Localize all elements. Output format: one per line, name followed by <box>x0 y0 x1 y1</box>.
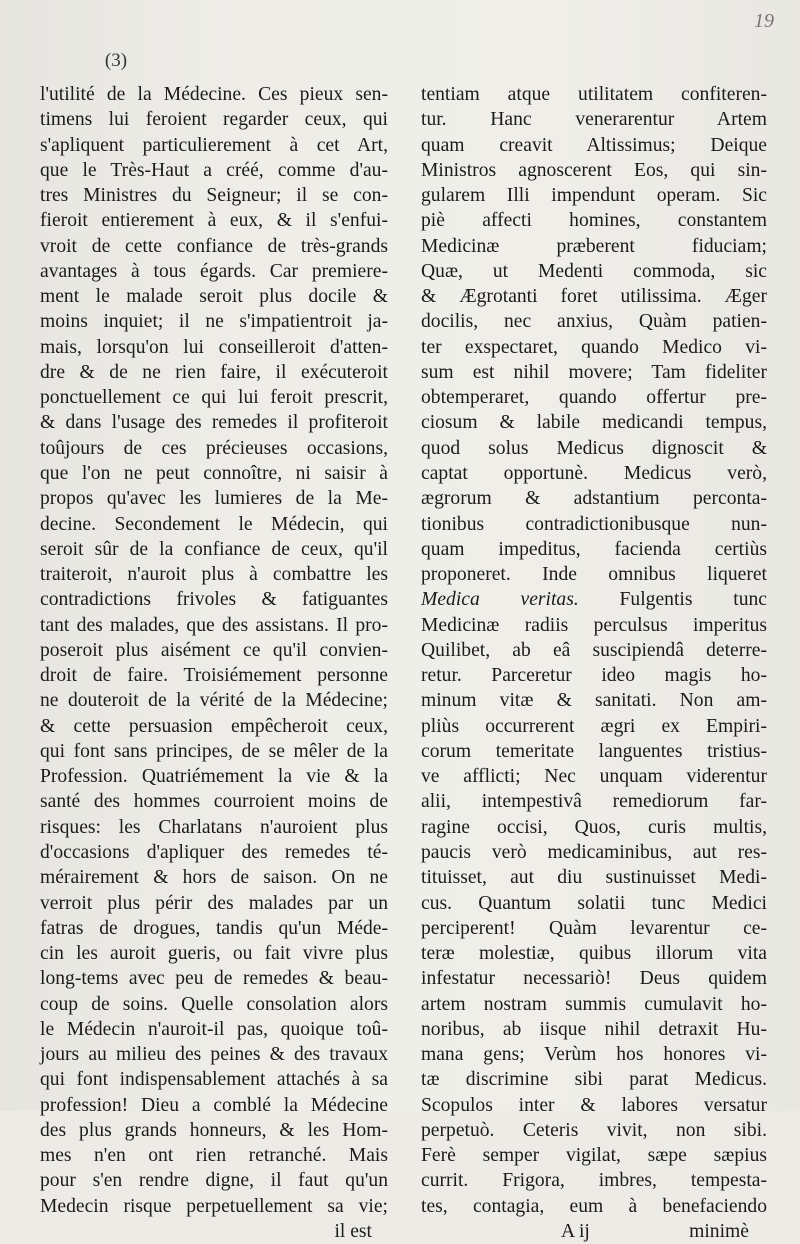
french-text-column <box>40 82 388 1244</box>
latin-line: teræ molestiæ, quibus illorum vita <box>421 943 767 965</box>
latin-line: piè affecti homines, constantem <box>421 210 767 232</box>
latin-line: mana gens; Verùm hos honores vi- <box>421 1044 767 1066</box>
french-line: vroit de cette confiance de très-grands <box>40 235 388 257</box>
latin-line: gularem Illi impendunt operam. Sic <box>421 185 767 207</box>
catchword: il est <box>334 1220 372 1242</box>
signature-mark: A ij <box>561 1220 590 1242</box>
french-line: mérairement & hors de saison. On ne <box>40 867 388 889</box>
french-line: fatras de drogues, tandis qu'un Méde- <box>40 917 388 939</box>
french-line: seroit sûr de la confiance de ceux, qu'il <box>40 538 388 560</box>
latin-line: docilis, nec anxius, Quàm patien- <box>421 311 767 333</box>
latin-line: cus. Quantum solatii tunc Medici <box>421 892 767 914</box>
french-line: decine. Secondement le Médecin, qui <box>40 513 388 535</box>
latin-line: perciperent! Quàm levarentur ce- <box>421 917 767 939</box>
french-line: tant des malades, que des assistans. Il pro- <box>40 614 388 636</box>
latin-line: tionibus contradictionibusque nun- <box>421 513 767 535</box>
latin-line: Scopulos inter & labores versatur <box>421 1094 767 1116</box>
latin-line: pliùs occurrerent ægri ex Empiri- <box>421 715 767 737</box>
latin-line: Medicinæ radiis perculsus imperitus <box>421 614 767 636</box>
french-line: toûjours de ces précieuses occasions, <box>40 437 388 459</box>
latin-line: tur. Hanc venerarentur Artem <box>421 109 767 131</box>
french-line: Profession. Quatriémement la vie & la <box>40 766 388 788</box>
french-line: jours au milieu des peines & des travaux <box>40 1044 388 1066</box>
latin-line: quam impeditus, facienda certiùs <box>421 538 767 560</box>
french-line: verroit plus périr des malades par un <box>40 892 388 914</box>
french-line: profession! Dieu a comblé la Médecine <box>40 1094 388 1116</box>
latin-line: & Ægrotanti foret utilissima. Æger <box>421 286 767 308</box>
french-line: traiteroit, n'auroit plus à combattre les <box>40 564 388 586</box>
french-line: ment le malade seroit plus docile & <box>40 286 388 308</box>
latin-line: Medicinæ præberent fiduciam; <box>421 235 767 257</box>
french-line: ne douteroit de la vérité de la Médecine; <box>40 690 388 712</box>
french-line: & dans l'usage des remedes il profiteroit <box>40 412 388 434</box>
french-line: dre & de ne rien faire, il exécuteroit <box>40 361 388 383</box>
latin-line: tituisset, aut diu sustinuisset Medi- <box>421 867 767 889</box>
french-line: timens lui feroient regarder ceux, qui <box>40 109 388 131</box>
latin-line: ciosum & labile medicandi tempus, <box>421 412 767 434</box>
latin-line: minum vitæ & sanitati. Non am- <box>421 690 767 712</box>
latin-line: quam creavit Altissimus; Deique <box>421 134 767 156</box>
latin-line: Quæ, ut Medenti commoda, sic <box>421 260 767 282</box>
french-line: qui font sans principes, de se mêler de la <box>40 740 388 762</box>
latin-line: proponeret. Inde omnibus liqueret <box>421 564 767 586</box>
french-line: que l'on ne peut connoître, ni saisir à <box>40 462 388 484</box>
latin-text-column <box>421 82 767 1244</box>
french-line: pour s'en rendre digne, il faut qu'un <box>40 1170 388 1192</box>
latin-line: currit. Frigora, imbres, tempesta- <box>421 1170 767 1192</box>
latin-line: tæ discrimine sibi parat Medicus. <box>421 1069 767 1091</box>
latin-line: retur. Parceretur ideo magis ho- <box>421 665 767 687</box>
latin-line: perpetuò. Ceteris vivit, non sibi. <box>421 1119 767 1141</box>
latin-line: ve afflicti; Nec unquam viderentur <box>421 766 767 788</box>
latin-line: tes, contagia, eum à benefaciendo <box>421 1195 767 1217</box>
french-line: mes n'en ont rien retranché. Mais <box>40 1145 388 1167</box>
french-line: le Médecin n'auroit-il pas, quoique toû- <box>40 1018 388 1040</box>
latin-line: sum est nihil movere; Tam fideliter <box>421 361 767 383</box>
french-line: poseroit plus aisément ce qu'il convien- <box>40 639 388 661</box>
latin-line: infestatur necessariò! Deus quidem <box>421 968 767 990</box>
french-line: qui font indispensablement attachés à sa <box>40 1069 388 1091</box>
french-line: mais, lorsqu'on lui conseilleroit d'atten- <box>40 336 388 358</box>
french-line: l'utilité de la Médecine. Ces pieux sen- <box>40 84 388 105</box>
french-line: ponctuellement ce qui lui feroit prescrit, <box>40 387 388 409</box>
page-number: (3) <box>104 50 128 71</box>
french-line: cin les auroit gueris, ou fait vivre plus <box>40 943 388 965</box>
latin-line: Ministros agnoscerent Eos, qui sin- <box>421 159 767 181</box>
french-line: fieroit entierement à eux, & il s'enfui- <box>40 210 388 232</box>
latin-line: Medica veritas. Fulgentis tunc <box>421 589 767 611</box>
latin-line: noribus, ab iisque nihil detraxit Hu- <box>421 1018 767 1040</box>
latin-line: ragine occisi, Quos, curis multis, <box>421 816 767 838</box>
french-line: s'apliquent particulierement à cet Art, <box>40 134 388 156</box>
latin-line: tentiam atque utilitatem confiteren- <box>421 84 767 105</box>
french-line: d'occasions d'apliquer des remedes té- <box>40 841 388 863</box>
latin-line: Ferè semper vigilat, sæpe sæpius <box>421 1145 767 1167</box>
latin-line: ter exspectaret, quando Medico vi- <box>421 336 767 358</box>
french-line: moins inquiet; il ne s'impatientroit ja- <box>40 311 388 333</box>
french-line: risques: les Charlatans n'auroient plus <box>40 816 388 838</box>
french-line: droit de faire. Troisiémement personne <box>40 665 388 687</box>
corner-handwritten-mark: 19 <box>754 10 774 32</box>
french-line: Medecin risque perpetuellement sa vie; <box>40 1195 388 1217</box>
french-line: coup de soins. Quelle consolation alors <box>40 993 388 1015</box>
french-line: long-tems avec peu de remedes & beau- <box>40 968 388 990</box>
french-line: que le Très-Haut a créé, comme d'au- <box>40 159 388 181</box>
french-line: contradictions frivoles & fatiguantes <box>40 589 388 611</box>
latin-line: Quilibet, ab eâ suscipiendâ deterre- <box>421 639 767 661</box>
latin-line: ægrorum & adstantium perconta- <box>421 488 767 510</box>
french-line: des plus grands honneurs, & les Hom- <box>40 1119 388 1141</box>
french-line: & cette persuasion empêcheroit ceux, <box>40 715 388 737</box>
latin-line: artem nostram summis cumulavit ho- <box>421 993 767 1015</box>
signature-and-catchword <box>421 1219 767 1244</box>
latin-line: paucis verò medicaminibus, aut res- <box>421 841 767 863</box>
french-line: santé des hommes courroient moins de <box>40 791 388 813</box>
latin-line: corum temeritate languentes tristius- <box>421 740 767 762</box>
french-line: avantages à tous égards. Car premiere- <box>40 260 388 282</box>
latin-line: captat opportunè. Medicus verò, <box>421 462 767 484</box>
latin-line: quod solus Medicus dignoscit & <box>421 437 767 459</box>
french-line: tres Ministres du Seigneur; il se con- <box>40 185 388 207</box>
catchword: minimè <box>689 1220 749 1242</box>
latin-line: alii, intempestivâ remediorum far- <box>421 791 767 813</box>
french-line: propos qu'avec les lumieres de la Me- <box>40 488 388 510</box>
latin-line: obtemperaret, quando offertur pre- <box>421 387 767 409</box>
